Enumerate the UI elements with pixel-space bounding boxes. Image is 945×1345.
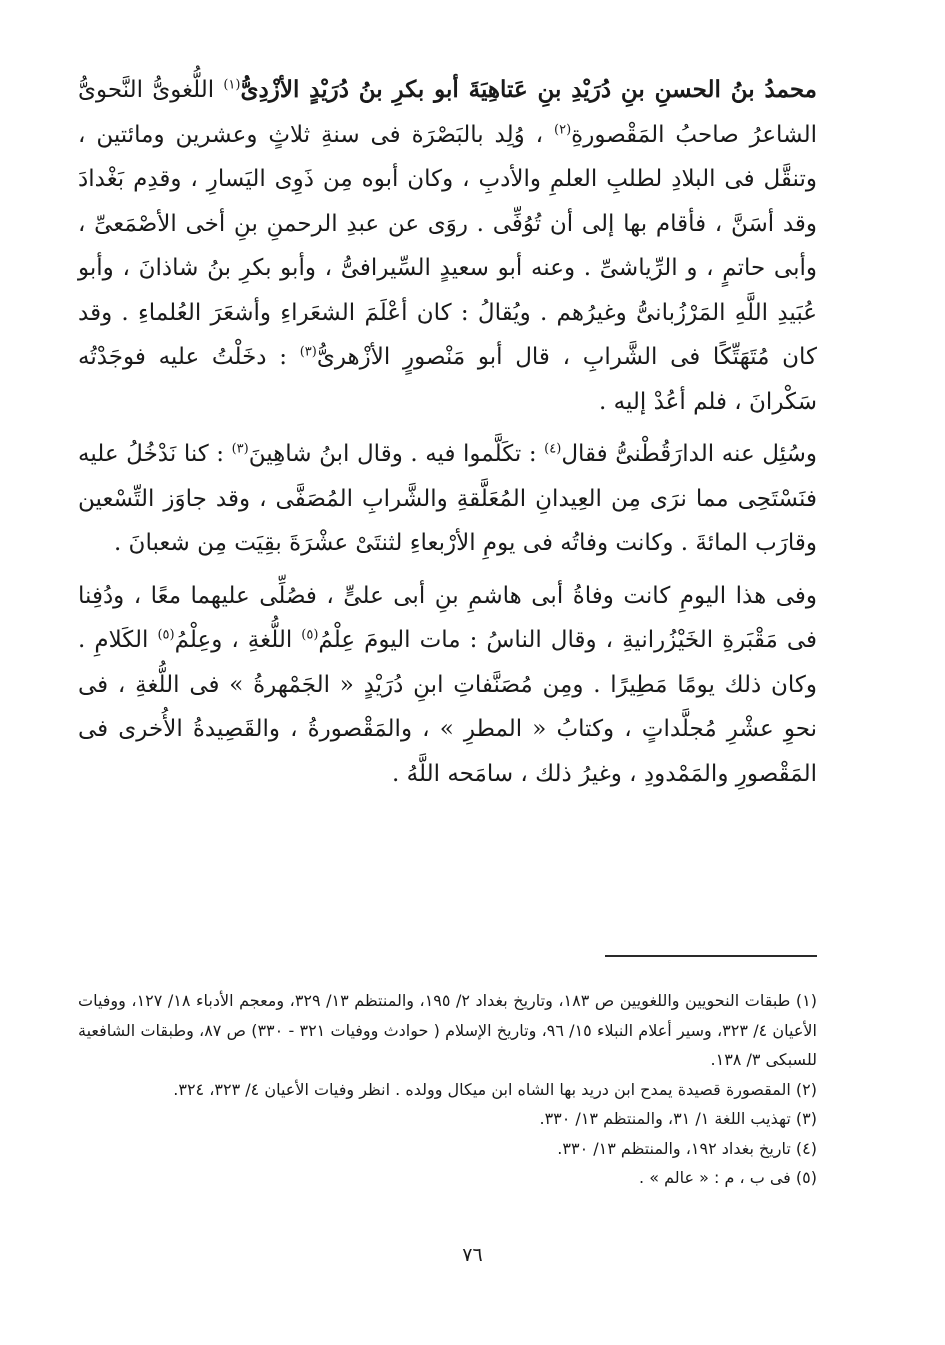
paragraph-text: ، وُلِد بالبَصْرَة فى سنةِ ثلاثٍ وعشرين ومائتين ، وتنقَّل فى البلادِ لطلبِ العلمِ والأدبِ ، وكان أبوه مِن ذَوِى اليَسارِ ، وقدِم بَغْدادَ وقد أسَنَّ ، فأقام بها إلى أن تُوُفِّى . روَى عن عبدِ الرحمنِ بنِ أخى الأصْمَعىِّ ، وأبى حاتمٍ ، و الرِّياشىِّ . وعنه أبو سعيدٍ السِّيرافىُّ ، وأبو بكرِ بنُ شاذانَ ، وأبو عُبَيدِ اللَّهِ المَرْزُبانىُّ وغيرُهم . ويُقالُ : كان أعْلَمَ الشعَراءِ وأشعَرَ العُلماءِ . وقد كان مُتَهَتِّكًا فى الشَّرابِ ، قال أبو مَنْصورٍ الأزْهرىُّ bbox=[78, 121, 817, 370]
page-number: ٧٦ bbox=[462, 1244, 483, 1266]
footnote-2: (٢) المقصورة قصيدة يمدح ابن دريد بها الشاه ابن ميكال وولده . انظر وفيات الأعيان ٤/ ٣٢٣، ٣٢٤. bbox=[173, 1079, 817, 1099]
paragraph-text: : كنا نَدْخُلُ عليه فنَسْتَحِى مما نرَى مِن العِيدانِ المُعَلَّقةِ والشَّرابِ المُصَفَّى ، وقد جاوَز التِّسْعين وقارَب المائةَ . وكانت وفاتُه فى يومِ الأرْبعاءِ لثنتَىْ عشْرَةَ بقِيَت مِن شعبانَ . bbox=[78, 441, 817, 556]
footnote-ref[interactable]: (٢) bbox=[554, 121, 572, 137]
footnote-ref[interactable]: (٣) bbox=[299, 344, 317, 360]
paragraph-text: اللُّغةِ ، وعِلْمُ bbox=[174, 627, 302, 653]
footnote-ref[interactable]: (٤) bbox=[544, 441, 562, 457]
footnote-1: (١) طبقات النحويين واللغويين ص ١٨٣، وتاريخ بغداد ٢/ ١٩٥، والمنتظم ١٣/ ٣٢٩، ومعجم الأدباء ١٨/ ١٢٧، ووفيات الأعيان ٤/ ٣٢٣، وسير أعلام النبلاء ١٥/ ٩٦، وتاريخ الإسلام ( حوادث ووفيات ٣٢١ - ٣٣٠) ص ٨٧، وطبقات الشافعية للسبكى ٣/ ١٣٨. bbox=[78, 991, 818, 1069]
paragraph-death bbox=[78, 574, 817, 797]
footnotes bbox=[78, 986, 817, 1193]
paragraph-biography bbox=[78, 68, 817, 424]
footnote-3: (٣) تهذيب اللغة ١/ ٣١، والمنتظم ١٣/ ٣٣٠. bbox=[539, 1109, 817, 1128]
paragraph-text: : دخَلْتُ عليه فوجَدْتُه سَكْرانَ ، فلم أعُدْ إليه . bbox=[78, 344, 817, 415]
paragraph-text: اللُّغوىُّ النَّحوىُّ الشاعرُ صاحبُ المَقْصورةِ bbox=[78, 77, 817, 148]
footnote-divider bbox=[605, 955, 817, 957]
paragraph-opinions bbox=[78, 432, 817, 566]
paragraph-text: : تكَلَّموا فيه . وقال ابنُ شاهِينَ bbox=[248, 441, 545, 467]
paragraph-text: الكَلامِ . وكان ذلك يومًا مَطِيرًا . ومِن مُصَنَّفاتِ ابنِ دُرَيْدٍ « الجَمْهرةُ » فى اللُّغةِ ، فى نحوِ عشْرِ مُجلَّداتٍ ، وكتابُ « المطرِ » ، والمَقْصورةُ ، والقَصِيدةُ الأُخرى فى المَقْصورِ والمَمْدودِ ، وغيرُ ذلك ، سامَحه اللَّهُ . bbox=[78, 627, 817, 787]
footnote-ref[interactable]: (٥) bbox=[301, 627, 319, 643]
paragraph-text: وفى هذا اليومِ كانت وفاةُ أبى هاشمِ بنِ أبى علىٍّ ، فصُلِّى عليهما معًا ، ودُفِنا فى مَقْبَرةِ الخَيْزُرانيةِ ، وقال الناسُ : مات اليومَ عِلْمُ bbox=[78, 582, 817, 653]
footnote-ref[interactable]: (٣) bbox=[231, 441, 249, 457]
footnote-5: (٥) فى ب ، م : « عالم » . bbox=[639, 1168, 817, 1187]
biography-name: محمدُ بنُ الحسنِ بنِ دُرَيْدِ بنِ عَتاهِيَةَ أبو بكرِ بنُ دُرَيْدٍ الأزْدِىُّ bbox=[240, 76, 818, 103]
paragraph-text: وسُئِل عنه الدارَقُطْنىُّ فقال bbox=[561, 441, 817, 467]
footnote-ref[interactable]: (١) bbox=[223, 77, 241, 93]
main-text bbox=[78, 68, 817, 796]
footnote-ref[interactable]: (٥) bbox=[157, 627, 175, 643]
footnote-4: (٤) تاريخ بغداد ١٩٢، والمنتظم ١٣/ ٣٣٠. bbox=[557, 1138, 817, 1158]
